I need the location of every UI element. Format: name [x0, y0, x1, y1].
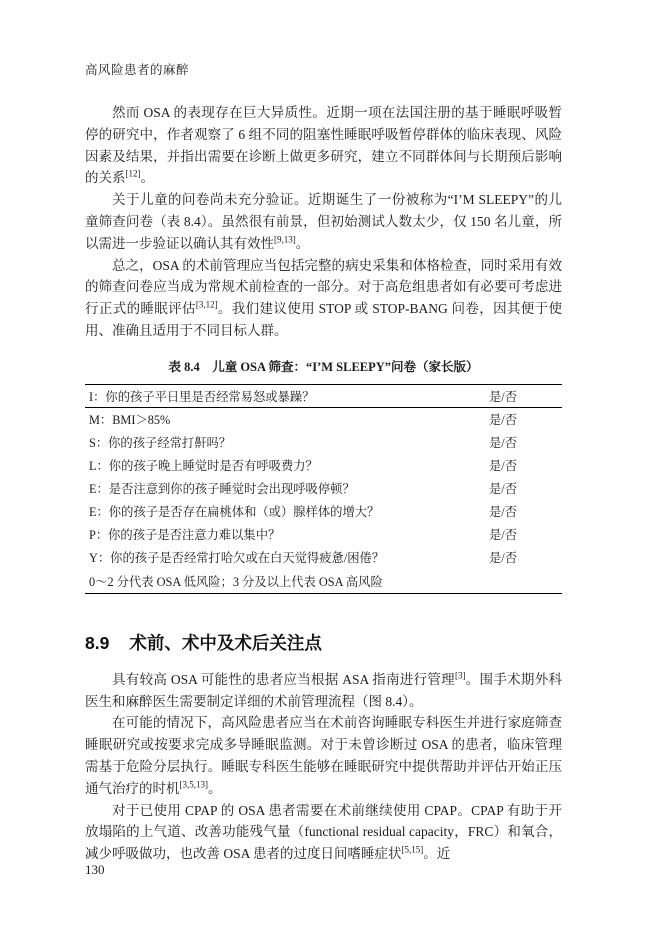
citation-ref: [12] [125, 168, 141, 179]
table-row [85, 523, 562, 546]
row-question: M：BMI＞85% [89, 413, 171, 428]
table-row [85, 477, 562, 500]
section-number: 8.9 [85, 632, 110, 653]
row-answer: 是/否 [488, 389, 517, 404]
table-row [85, 546, 562, 569]
row-question: L：你的孩子晚上睡觉时是否有呼吸费力？ [89, 459, 318, 474]
row-answer: 是/否 [488, 505, 517, 520]
table-scoring-note: 0～2 分代表 OSA 低风险；3 分及以上代表 OSA 高风险 [89, 574, 383, 589]
row-answer: 是/否 [488, 528, 517, 543]
paragraph: 关于儿童的问卷尚未充分验证。近期诞生了一份被称为“I’M SLEEPY”的儿童筛查问卷（表 8.4）。虽然很有前景，但初始测试人数太少，仅 150 名儿童，所以需进一步验证以确认其有效性[9,13]。 [85, 192, 562, 251]
row-answer: 是/否 [488, 551, 517, 566]
row-question: S：你的孩子经常打鼾吗？ [89, 436, 232, 451]
page-number: 130 [85, 862, 105, 877]
row-question: E：你的孩子是否存在扁桃体和（或）腺样体的增大？ [89, 505, 380, 520]
row-answer: 是/否 [488, 459, 517, 474]
table-8-4 [85, 357, 562, 594]
citation-ref: [3,12] [195, 299, 218, 310]
citation-ref: [5,15] [401, 844, 424, 855]
row-answer: 是/否 [488, 436, 517, 451]
row-answer: 是/否 [488, 413, 517, 428]
table-footer-row [85, 569, 562, 593]
row-answer: 是/否 [488, 482, 517, 497]
page-content [85, 60, 562, 865]
table-row [85, 408, 562, 431]
citation-ref: [9,13] [274, 234, 296, 245]
section-heading [85, 630, 562, 655]
paragraph: 总之，OSA 的术前管理应当包括完整的病史采集和体格检查，同时采用有效的筛查问卷应当成为常规术前检查的一部分。对于高危组患者如有必要可考虑进行正式的睡眠评估[3,12]。我们建议使用 STOP 或 STOP-BANG 问卷，因其便于使用、准确且适用于不同目标人群。 [85, 257, 562, 338]
paragraph: 对于已使用 CPAP 的 OSA 患者需要在术前继续使用 CPAP。CPAP 有助于开放塌陷的上气道、改善功能残气量（functional residual capacity，FRC）和氧合，减少呼吸做功，也改善 OSA 患者的过度日间嗜睡症状[5,15]。近 [85, 802, 562, 862]
running-header: 高风险患者的麻醉 [85, 63, 190, 77]
table-row [85, 385, 562, 408]
row-question: I：你的孩子平日里是否经常易怒或暴躁？ [89, 389, 315, 404]
row-question: Y：你的孩子是否经常打哈欠或在白天觉得疲惫/困倦？ [89, 551, 385, 566]
paragraph: 在可能的情况下，高风险患者应当在术前咨询睡眠专科医生并进行家庭筛查睡眠研究或按要求完成多导睡眠监测。对于未曾诊断过 OSA 的患者，临床管理需基于危险分层执行。睡眠专科医生能够在睡眠研究中提供帮助并评估开始正压通气治疗的时机[3,5,13]。 [85, 715, 562, 796]
questionnaire-table [85, 384, 562, 594]
table-caption: 表 8.4 儿童 OSA 筛查：“I’M SLEEPY”问卷（家长版） [168, 359, 479, 374]
table-row [85, 431, 562, 454]
table-row [85, 454, 562, 477]
citation-ref: [3] [454, 670, 466, 681]
row-question: E：是否注意到你的孩子睡觉时会出现呼吸停顿？ [89, 482, 355, 497]
row-question: P：你的孩子是否注意力难以集中？ [89, 528, 281, 543]
paragraph: 具有较高 OSA 可能性的患者应当根据 ASA 指南进行管理[3]。围手术期外科医生和麻醉医生需要制定详细的术前管理流程（图 8.4）。 [85, 670, 562, 709]
section-title: 术前、术中及术后关注点 [129, 632, 322, 653]
table-row [85, 500, 562, 523]
paragraph: 然而 OSA 的表现存在巨大异质性。近期一项在法国注册的基于睡眠呼吸暂停的研究中，作者观察了 6 组不同的阻塞性睡眠呼吸暂停群体的临床表现、风险因素及结果，并指出需要在诊断上做更多研究，建立不同群体间与长期预后影响的关系[12]。 [85, 105, 562, 186]
citation-ref: [3,5,13] [179, 779, 208, 790]
